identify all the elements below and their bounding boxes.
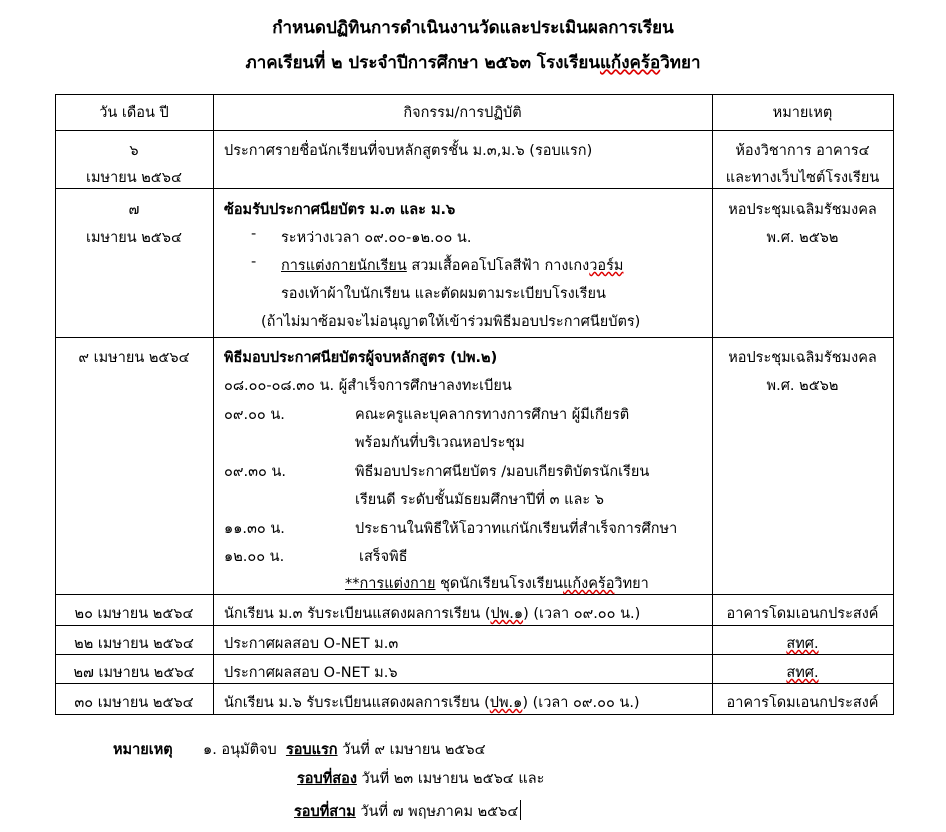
header-activity: กิจกรรม/การปฏิบัติ xyxy=(403,105,522,121)
row6-note xyxy=(712,661,893,684)
subtitle-text: ภาคเรียนที่ ๒ ประจำปีการศึกษา ๒๕๖๓ โรงเรียน xyxy=(245,53,600,73)
notes-round2-label: รอบที่สอง xyxy=(297,771,357,787)
row4-activity-spell-mark: ปพ.๑ xyxy=(490,606,524,622)
row5-date: ๒๒ เมษายน ๒๕๖๔ xyxy=(74,636,194,652)
notes-round3-date: วันที่ ๗ พฤษภาคม ๒๕๖๔ xyxy=(355,804,519,820)
subtitle-text-end: วิทยา xyxy=(660,53,701,73)
table-rule xyxy=(55,130,894,131)
row2-warning: (ถ้าไม่มาซ้อมจะไม่อนุญาตให้เข้าร่วมพิธีมอบประกาศนียบัตร) xyxy=(261,314,641,330)
row3-time-0900: ๐๙.๐๐ น. xyxy=(224,407,285,423)
row2-date-month: เมษายน ๒๕๖๔ xyxy=(86,230,182,246)
table-rule xyxy=(55,714,894,715)
row3-item-0900-line2: พร้อมกันที่บริเวณหอประชุม xyxy=(355,435,525,451)
row3-activity-title: พิธีมอบประกาศนียบัตรผู้จบหลักสูตร (ปพ.๒) xyxy=(224,350,498,366)
table-rule xyxy=(55,337,894,338)
row7-activity-spell-mark: ปพ.๑ xyxy=(489,695,523,711)
row6-date: ๒๗ เมษายน ๒๕๖๔ xyxy=(73,665,195,681)
row2-note-line1: หอประชุมเฉลิมรัชมงคล xyxy=(728,202,877,218)
row3-item-1130: ประธานในพิธีให้โอวาทแก่นักเรียนที่สำเร็จการศึกษา xyxy=(355,521,678,537)
row3-date: ๙ เมษายน ๒๕๖๔ xyxy=(78,350,190,366)
table-rule xyxy=(893,94,894,715)
row3-note-line1: หอประชุมเฉลิมรัชมงคล xyxy=(728,350,877,366)
row4-activity xyxy=(224,602,640,625)
page-subtitle xyxy=(0,49,946,76)
notes-round1-date: วันที่ ๙ เมษายน ๒๕๖๔ xyxy=(337,742,486,758)
row1-note-line1: ห้องวิชาการ อาคาร๔ xyxy=(735,143,870,159)
notes-round1-label: รอบแรก xyxy=(285,742,338,758)
row6-activity: ประกาศผลสอบ O-NET ม.๖ xyxy=(224,665,398,681)
notes-round3 xyxy=(294,796,521,823)
row7-date: ๓๐ เมษายน ๒๕๖๔ xyxy=(74,695,194,711)
row3-dress-label: **การแต่งกาย xyxy=(345,576,436,592)
table-rule xyxy=(213,94,214,715)
row6-note-text: สทศ. xyxy=(786,665,819,681)
notes-round2 xyxy=(297,767,544,790)
notes-label: หมายเหตุ xyxy=(113,742,173,758)
row2-time: ระหว่างเวลา ๐๙.๐๐-๑๒.๐๐ น. xyxy=(281,230,472,246)
row3-item-1200: เสร็จพิธี xyxy=(359,549,408,565)
row2-note-line2: พ.ศ. ๒๕๖๒ xyxy=(766,230,839,246)
row1-date-month: เมษายน ๒๕๖๔ xyxy=(86,170,182,186)
row3-time-1200: ๑๒.๐๐ น. xyxy=(224,549,285,565)
row5-activity: ประกาศผลสอบ O-NET ม.๓ xyxy=(224,636,399,652)
row3-dress-text: ชุดนักเรียนโรงเรียน xyxy=(435,576,564,592)
row7-activity xyxy=(224,691,640,714)
row2-dress-text: สวมเสื้อคอโปโลสีฟ้า กางเกง xyxy=(406,258,590,274)
row7-activity-text: นักเรียน ม.๖ รับระเบียนแสดงผลการเรียน ( xyxy=(224,695,490,711)
table-rule xyxy=(55,625,894,626)
notes-round3-label: รอบที่สาม xyxy=(294,804,356,820)
row1-note-line2: และทางเว็บไซต์โรงเรียน xyxy=(725,170,880,186)
schedule-table xyxy=(55,94,894,715)
row5-note-text: สทศ. xyxy=(786,636,819,652)
row2-bullet: - xyxy=(251,254,257,270)
row3-item-0930-line2: เรียนดี ระดับชั้นมัธยมศึกษาปีที่ ๓ และ ๖ xyxy=(355,492,604,508)
row3-schedule-register: ๐๘.๐๐-๐๘.๓๐ น. ผู้สำเร็จการศึกษาลงทะเบียน xyxy=(224,378,512,394)
row4-date: ๒๐ เมษายน ๒๕๖๔ xyxy=(74,606,194,622)
row2-activity-title: ซ้อมรับประกาศนียบัตร ม.๓ และ ม.๖ xyxy=(224,202,456,218)
row3-time-0930: ๐๙.๓๐ น. xyxy=(224,464,286,480)
row5-note xyxy=(712,632,893,655)
row7-note: อาคารโดมเอนกประสงค์ xyxy=(726,695,879,711)
row3-note-line2: พ.ศ. ๒๕๖๒ xyxy=(766,378,839,394)
notes-round2-date: วันที่ ๒๓ เมษายน ๒๕๖๔ และ xyxy=(356,771,545,787)
row2-date-day: ๗ xyxy=(128,202,140,218)
row2-bullet: - xyxy=(251,226,257,242)
row2-dress-line2: รองเท้าผ้าใบนักเรียน และตัดผมตามระเบียบโรงเรียน xyxy=(281,286,606,302)
row4-activity-text: นักเรียน ม.๓ รับระเบียนแสดงผลการเรียน ( xyxy=(224,606,491,622)
notes-item1 xyxy=(203,738,486,761)
row3-dress-spell-mark: แก้งคร้อ xyxy=(563,576,615,592)
row3-dress-line xyxy=(345,572,649,595)
row3-dress-text-end: วิทยา xyxy=(614,576,649,592)
row2-dress-line xyxy=(281,254,623,277)
row3-time-1130: ๑๑.๓๐ น. xyxy=(224,521,285,537)
page-title: กำหนดปฏิทินการดำเนินงานวัดและประเมินผลการเรียน xyxy=(272,18,674,38)
header-date: วัน เดือน ปี xyxy=(99,105,169,121)
header-note: หมายเหตุ xyxy=(772,105,833,121)
row1-activity: ประกาศรายชื่อนักเรียนที่จบหลักสูตรชั้น ม.๓,ม.๖ (รอบแรก) xyxy=(224,143,593,159)
notes-item1-prefix: ๑. อนุมัติจบ xyxy=(203,742,277,758)
row2-dress-spell-mark: วอร์ม xyxy=(589,258,624,274)
subtitle-spell-mark: แก้งคร้อ xyxy=(599,53,661,73)
text-cursor xyxy=(520,800,521,820)
table-rule xyxy=(55,94,894,95)
row4-note: อาคารโดมเอนกประสงค์ xyxy=(726,606,879,622)
row3-item-0930-line1: พิธีมอบประกาศนียบัตร /มอบเกียรติบัตรนักเรียน xyxy=(355,464,650,480)
row3-item-0900-line1: คณะครูและบุคลากรทางการศึกษา ผู้มีเกียรติ xyxy=(355,407,630,423)
row2-dress-label: การแต่งกายนักเรียน xyxy=(281,258,407,274)
row1-date-day: ๖ xyxy=(129,143,139,159)
row7-activity-text-end: ) (เวลา ๐๙.๐๐ น.) xyxy=(522,695,640,711)
row4-activity-text-end: ) (เวลา ๐๙.๐๐ น.) xyxy=(523,606,641,622)
